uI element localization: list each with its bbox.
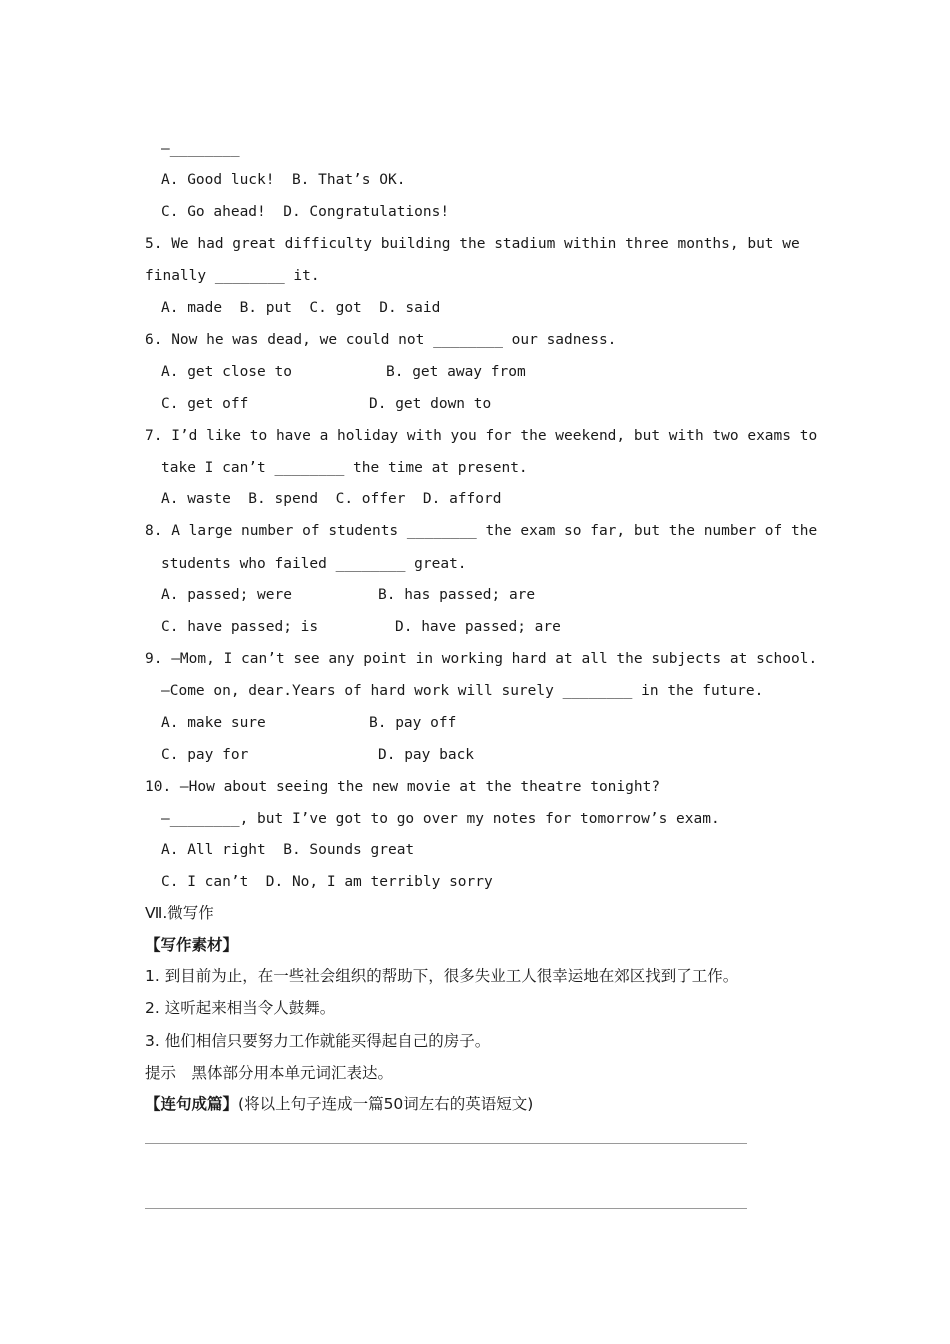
compose-instruction-line — [145, 1094, 533, 1114]
q4-answer-line: —________ — [161, 141, 240, 157]
q10-stem-line2: —________, but I’ve got to go over my notes for tomorrow’s exam. — [161, 811, 720, 827]
q8-stem-line2: students who failed ________ great. — [161, 556, 467, 572]
q9-stem-line1: 9. —Mom, I can’t see any point in working hard at all the subjects at school. — [145, 651, 818, 667]
q6-option-c: C. get off — [161, 396, 249, 412]
q5-stem-line2: finally ________ it. — [145, 268, 320, 284]
answer-writing-line-1[interactable] — [145, 1143, 747, 1144]
q7-stem-line2: take I can’t ________ the time at present. — [161, 460, 528, 476]
q5-options: A. made B. put C. got D. said — [161, 300, 441, 316]
q8-option-c: C. have passed; is — [161, 619, 319, 635]
q6-option-a: A. get close to — [161, 364, 292, 380]
q7-stem-line1: 7. I’d like to have a holiday with you for the weekend, but with two exams to — [145, 428, 818, 444]
q9-stem-line2: —Come on, dear.Years of hard work will surely ________ in the future. — [161, 683, 764, 699]
q6-option-b: B. get away from — [386, 364, 526, 380]
q8-stem-line1: 8. A large number of students ________ the exam so far, but the number of the — [145, 523, 818, 539]
q10-options-row1: A. All right B. Sounds great — [161, 842, 415, 858]
material-sentence-3: 3. 他们相信只要努力工作就能买得起自己的房子。 — [145, 1032, 491, 1050]
compose-instruction: (将以上句子连成一篇50词左右的英语短文) — [238, 1095, 534, 1113]
q8-option-b: B. has passed; are — [378, 587, 536, 603]
q7-options: A. waste B. spend C. offer D. afford — [161, 491, 502, 507]
hint-text: 提示 黑体部分用本单元词汇表达。 — [145, 1064, 394, 1082]
section-heading: Ⅶ.微写作 — [145, 904, 214, 922]
q9-option-c: C. pay for — [161, 747, 249, 763]
q9-option-b: B. pay off — [369, 715, 457, 731]
q10-options-row2: C. I can’t D. No, I am terribly sorry — [161, 874, 493, 890]
material-sentence-2: 2. 这听起来相当令人鼓舞。 — [145, 999, 336, 1017]
q9-option-a: A. make sure — [161, 715, 266, 731]
material-sentence-1: 1. 到目前为止，在一些社会组织的帮助下，很多失业工人很幸运地在郊区找到了工作。 — [145, 967, 739, 985]
q8-option-d: D. have passed; are — [395, 619, 561, 635]
q5-stem-line1: 5. We had great difficulty building the stadium within three months, but we — [145, 236, 800, 252]
q4-options-row1: A. Good luck! B. That’s OK. — [161, 172, 406, 188]
q4-options-row2: C. Go ahead! D. Congratulations! — [161, 204, 450, 220]
writing-material-label: 【写作素材】 — [145, 936, 239, 954]
compose-label: 【连句成篇】 — [145, 1095, 239, 1113]
q6-option-d: D. get down to — [369, 396, 492, 412]
answer-writing-line-2[interactable] — [145, 1208, 747, 1209]
q8-option-a: A. passed; were — [161, 587, 292, 603]
q6-stem: 6. Now he was dead, we could not ________ our sadness. — [145, 332, 617, 348]
q10-stem-line1: 10. —How about seeing the new movie at the theatre tonight? — [145, 779, 661, 795]
q9-option-d: D. pay back — [378, 747, 475, 763]
